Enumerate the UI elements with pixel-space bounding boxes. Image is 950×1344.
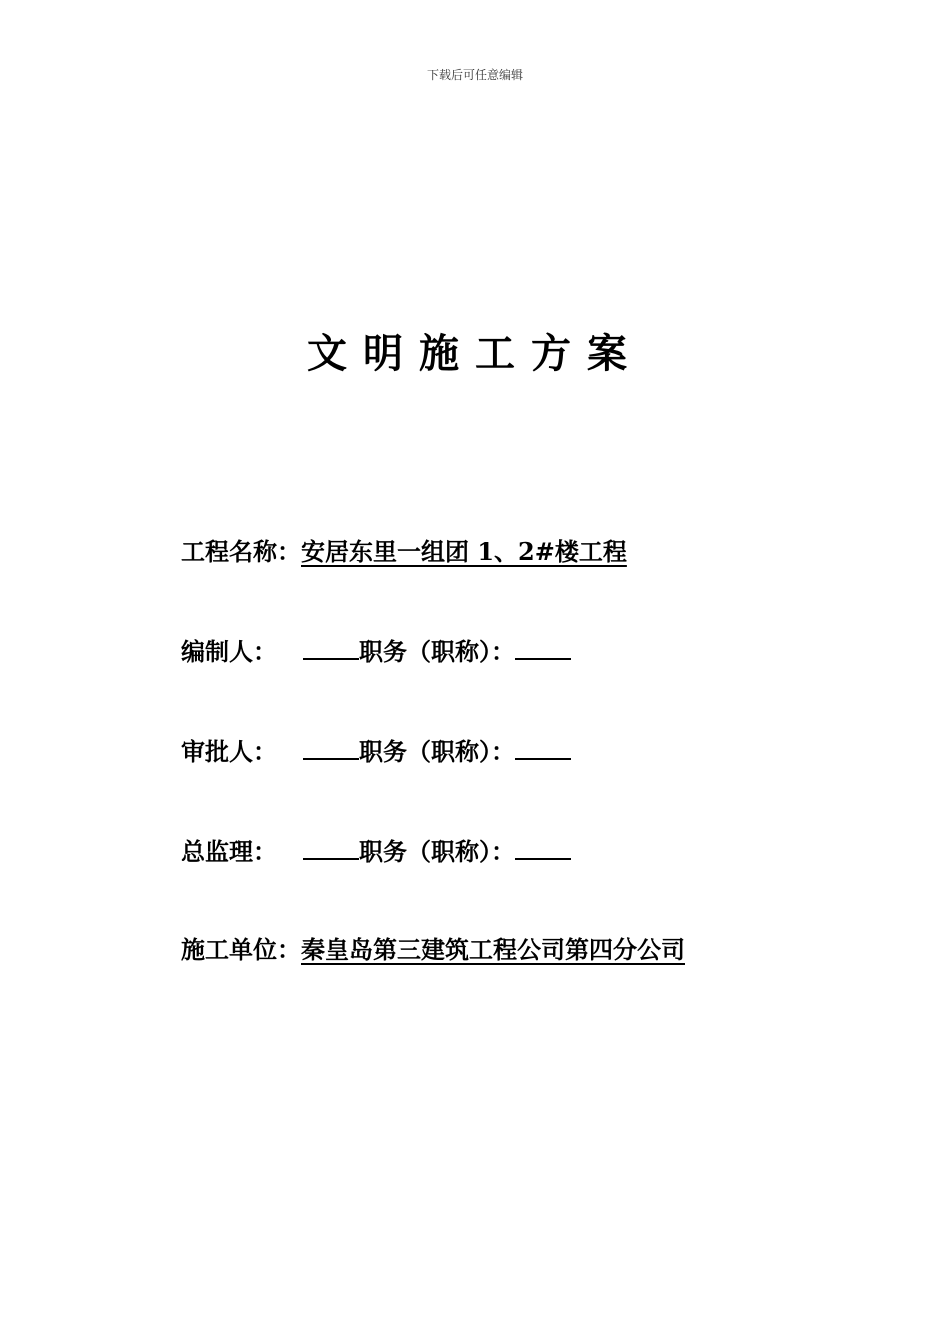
document-title: 文明施工方案 — [307, 330, 643, 377]
author-label: 编制人： — [181, 637, 277, 666]
construction-unit-row — [181, 930, 685, 965]
author-row — [181, 632, 571, 667]
approver-name-blank — [303, 740, 359, 760]
construction-unit-label: 施工单位： — [181, 935, 301, 964]
supervisor-row — [181, 832, 571, 867]
author-position-label: 职务（职称）： — [359, 637, 515, 666]
approver-position-label: 职务（职称）： — [359, 737, 515, 766]
project-name-label: 工程名称： — [181, 537, 301, 566]
approver-row — [181, 732, 571, 767]
author-position-blank — [515, 640, 571, 660]
approver-label: 审批人： — [181, 737, 277, 766]
supervisor-label: 总监理： — [181, 837, 277, 866]
supervisor-position-label: 职务（职称）： — [359, 837, 515, 866]
author-name-blank — [303, 640, 359, 660]
header-note: 下载后可任意编辑 — [426, 68, 523, 82]
approver-position-blank — [515, 740, 571, 760]
supervisor-position-blank — [515, 840, 571, 860]
construction-unit-value: 秦皇岛第三建筑工程公司第四分公司 — [301, 935, 685, 964]
project-name-row — [181, 532, 627, 567]
project-name-value: 安居东里一组团 1、2#楼工程 — [301, 537, 627, 566]
supervisor-name-blank — [303, 840, 359, 860]
